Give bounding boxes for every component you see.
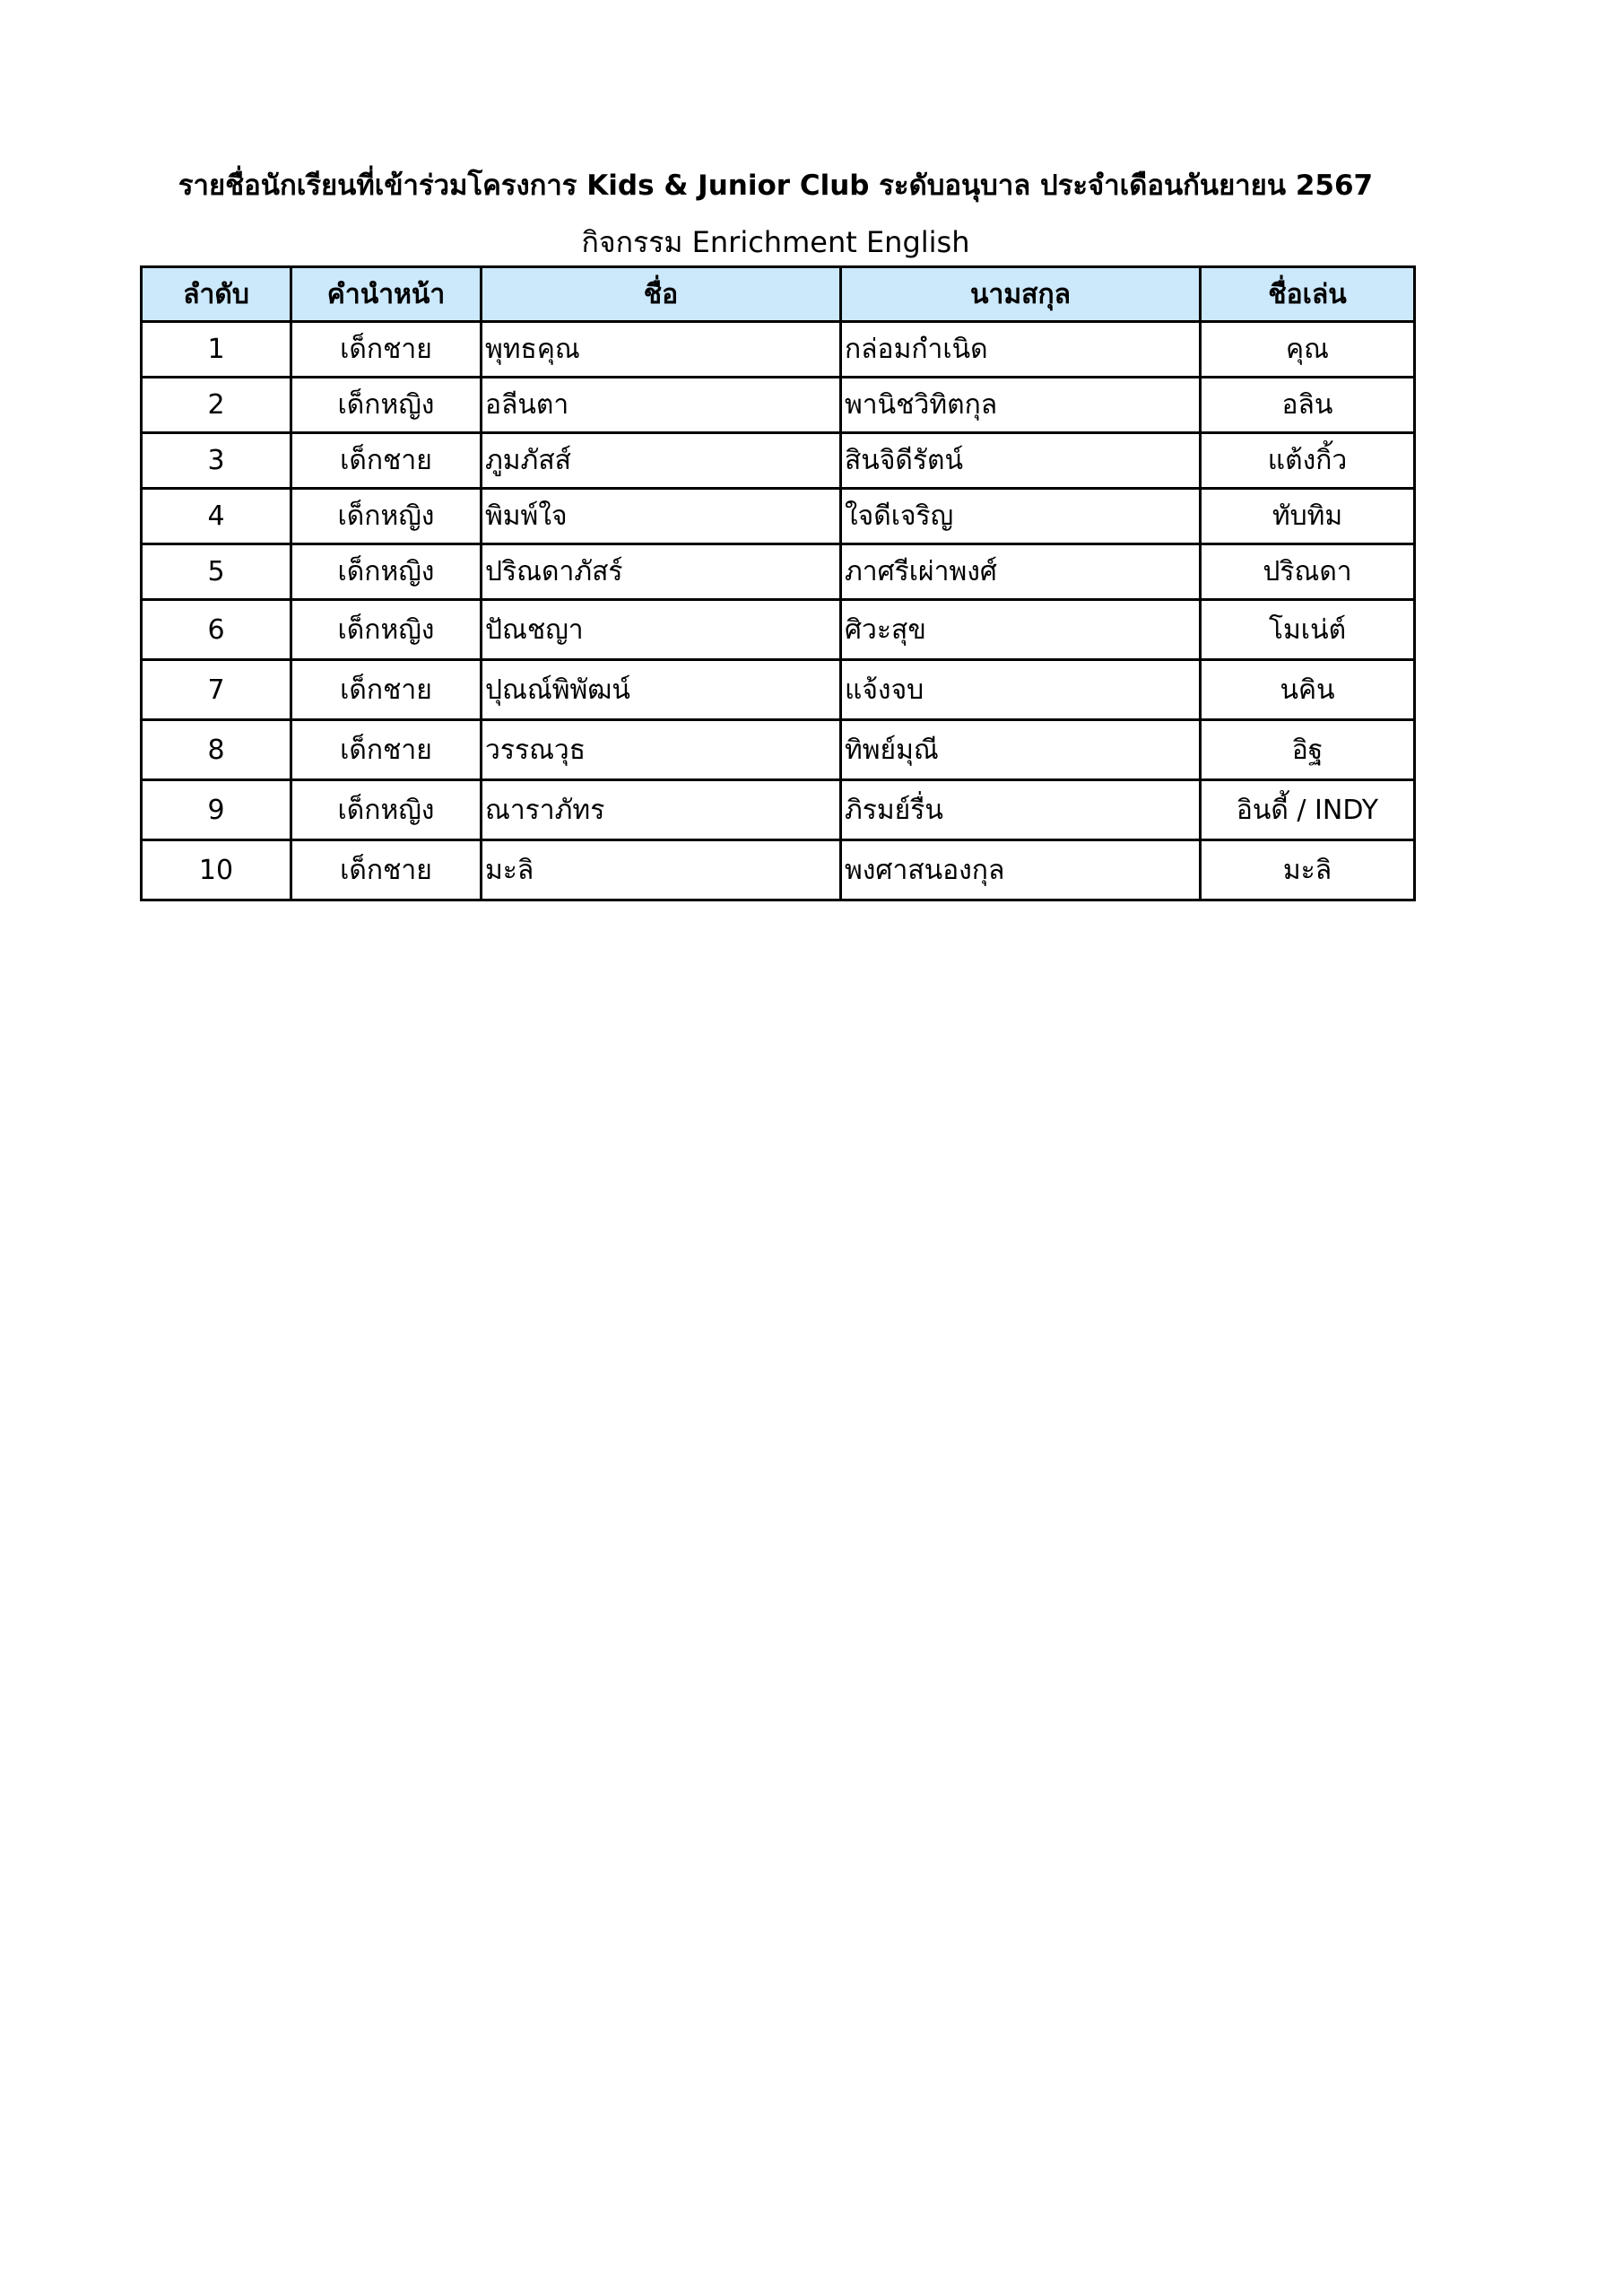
table-row	[142, 600, 1415, 660]
cell-last-name: ภิรมย์รื่น	[841, 780, 1201, 840]
cell-last-name: ภาศรีเผ่าพงศ์	[841, 544, 1201, 600]
table-header	[142, 267, 1415, 322]
cell-nickname: อลิน	[1201, 378, 1415, 433]
header-nickname: ชื่อเล่น	[1201, 267, 1415, 322]
cell-prefix: เด็กหญิง	[291, 544, 482, 600]
cell-last-name: ทิพย์มุณี	[841, 720, 1201, 780]
cell-first-name: พุทธคุณ	[482, 322, 841, 378]
cell-no: 3	[142, 433, 291, 489]
table-row	[142, 489, 1415, 544]
cell-last-name: ใจดีเจริญ	[841, 489, 1201, 544]
cell-nickname: ทับทิม	[1201, 489, 1415, 544]
header-no: ลำดับ	[142, 267, 291, 322]
header-last-name: นามสกุล	[841, 267, 1201, 322]
cell-first-name: มะลิ	[482, 840, 841, 900]
cell-prefix: เด็กหญิง	[291, 378, 482, 433]
table-row	[142, 840, 1415, 900]
table-row	[142, 378, 1415, 433]
table-row	[142, 660, 1415, 720]
cell-nickname: อิฐ	[1201, 720, 1415, 780]
cell-first-name: วรรณวุธ	[482, 720, 841, 780]
cell-nickname: นคิน	[1201, 660, 1415, 720]
header-prefix: คำนำหน้า	[291, 267, 482, 322]
cell-first-name: ปุณณ์พิพัฒน์	[482, 660, 841, 720]
cell-last-name: พงศาสนองกุล	[841, 840, 1201, 900]
cell-last-name: กล่อมกำเนิด	[841, 322, 1201, 378]
cell-prefix: เด็กหญิง	[291, 780, 482, 840]
cell-first-name: อลีนตา	[482, 378, 841, 433]
cell-nickname: อินดี้ / INDY	[1201, 780, 1415, 840]
table-row	[142, 780, 1415, 840]
cell-prefix: เด็กชาย	[291, 720, 482, 780]
cell-last-name: ศิวะสุข	[841, 600, 1201, 660]
table-row	[142, 433, 1415, 489]
table-row	[142, 720, 1415, 780]
cell-no: 8	[142, 720, 291, 780]
cell-no: 2	[142, 378, 291, 433]
cell-prefix: เด็กหญิง	[291, 489, 482, 544]
cell-no: 6	[142, 600, 291, 660]
cell-last-name: สินจิดีรัตน์	[841, 433, 1201, 489]
cell-no: 5	[142, 544, 291, 600]
cell-nickname: แต้งกิ้ว	[1201, 433, 1415, 489]
cell-prefix: เด็กชาย	[291, 433, 482, 489]
cell-first-name: ภูมภัสส์	[482, 433, 841, 489]
table-body	[142, 322, 1415, 900]
cell-no: 10	[142, 840, 291, 900]
cell-prefix: เด็กชาย	[291, 322, 482, 378]
cell-no: 4	[142, 489, 291, 544]
cell-nickname: มะลิ	[1201, 840, 1415, 900]
cell-prefix: เด็กชาย	[291, 840, 482, 900]
cell-no: 1	[142, 322, 291, 378]
table-row	[142, 322, 1415, 378]
document-title: รายชื่อนักเรียนที่เข้าร่วมโครงการ Kids & Junior Club ระดับอนุบาล ประจำเดือนกันยายน 2567	[178, 170, 1374, 202]
cell-first-name: พิมพ์ใจ	[482, 489, 841, 544]
student-roster-table	[140, 265, 1416, 901]
cell-nickname: โมเน่ต์	[1201, 600, 1415, 660]
cell-last-name: แจ้งจบ	[841, 660, 1201, 720]
cell-prefix: เด็กชาย	[291, 660, 482, 720]
cell-prefix: เด็กหญิง	[291, 600, 482, 660]
cell-no: 7	[142, 660, 291, 720]
cell-nickname: คุณ	[1201, 322, 1415, 378]
cell-first-name: ปัณชญา	[482, 600, 841, 660]
activity-subtitle: กิจกรรม Enrichment English	[581, 225, 970, 259]
cell-nickname: ปริณดา	[1201, 544, 1415, 600]
header-first-name: ชื่อ	[482, 267, 841, 322]
cell-first-name: ณาราภัทร	[482, 780, 841, 840]
table-row	[142, 544, 1415, 600]
cell-first-name: ปริณดาภัสร์	[482, 544, 841, 600]
header-row	[142, 267, 1415, 322]
cell-no: 9	[142, 780, 291, 840]
cell-last-name: พานิชวิทิตกุล	[841, 378, 1201, 433]
